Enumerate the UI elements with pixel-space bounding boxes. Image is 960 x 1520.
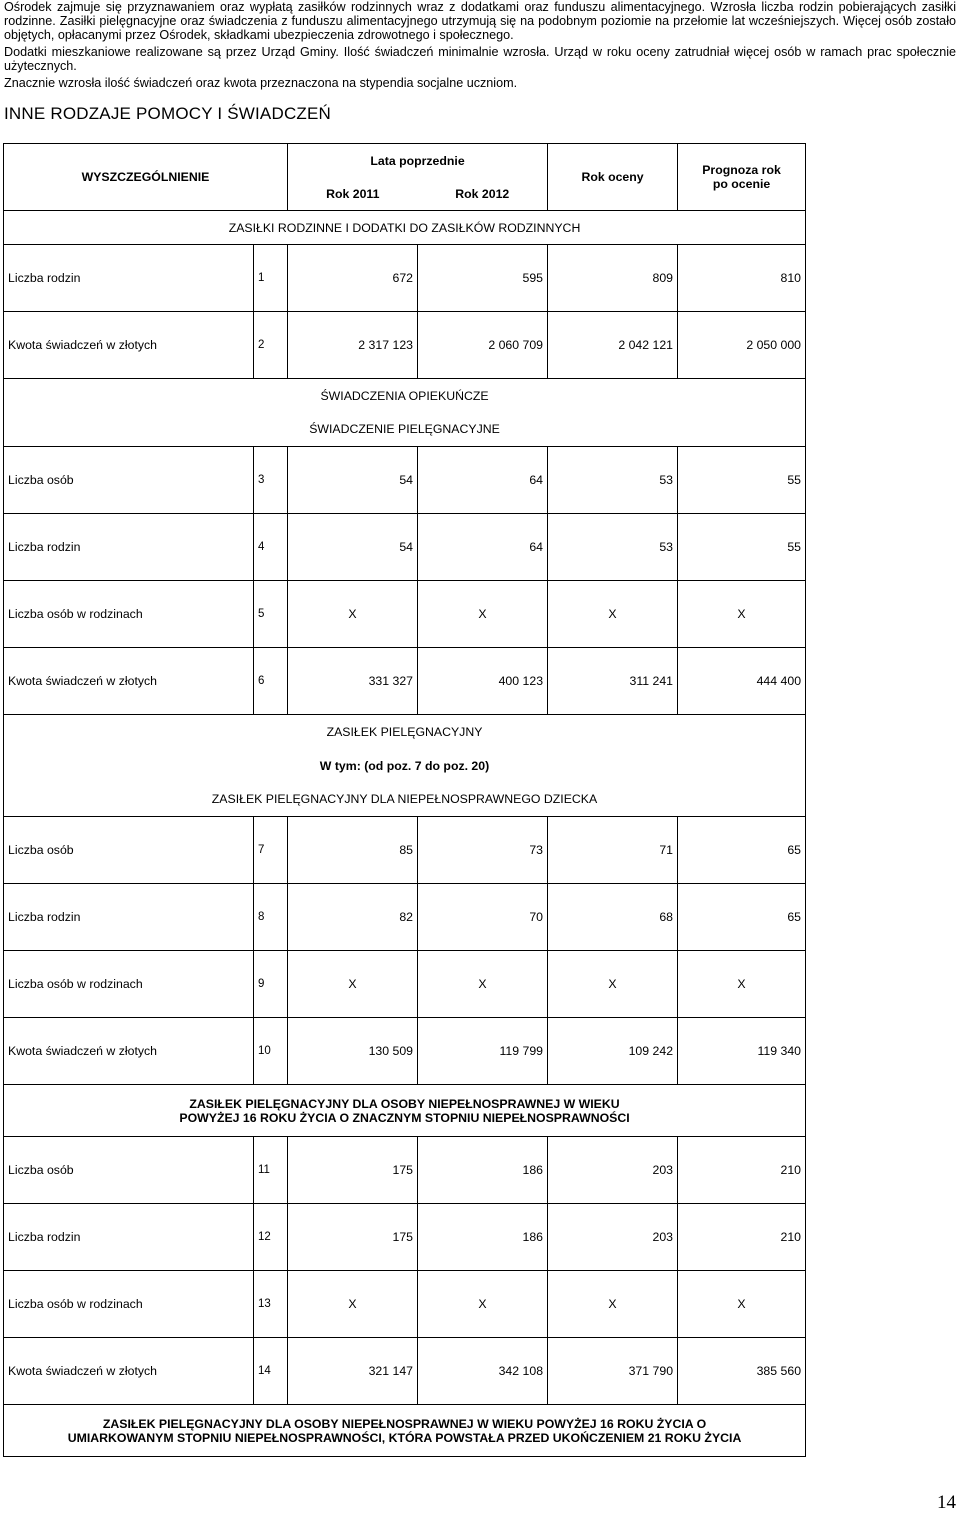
section-header: ZASIŁEK PIELĘGNACYJNY [4, 715, 806, 749]
row-label: Liczba osób w rodzinach [4, 1271, 254, 1338]
value-2012: X [418, 581, 548, 648]
row-label: Liczba rodzin [4, 245, 254, 312]
value-forecast: 55 [678, 447, 806, 514]
row-number: 9 [254, 951, 288, 1018]
table-row [4, 1137, 806, 1204]
intro-paragraph: Znacznie wzrosła ilość świadczeń oraz kwota przeznaczona na stypendia socjalne uczniom. [4, 76, 518, 90]
value-forecast: 385 560 [678, 1338, 806, 1405]
row-number: 2 [254, 312, 288, 379]
table-row [4, 581, 806, 648]
table-row [4, 312, 806, 379]
table-row [4, 648, 806, 715]
row-label: Liczba osób w rodzinach [4, 581, 254, 648]
value-2011: 321 147 [288, 1338, 418, 1405]
section-header: ŚWIADCZENIE PIELĘGNACYJNE [4, 413, 806, 447]
value-2011: 175 [288, 1137, 418, 1204]
row-number: 10 [254, 1018, 288, 1085]
table-row [4, 1204, 806, 1271]
section-header-line2: POWYŻEJ 16 ROKU ŻYCIA O ZNACZNYM STOPNIU NIEPEŁNOSPRAWNOŚCI [179, 1110, 630, 1125]
value-forecast: X [678, 1271, 806, 1338]
row-number: 11 [254, 1137, 288, 1204]
table-row [4, 817, 806, 884]
row-label: Liczba osób w rodzinach [4, 951, 254, 1018]
value-2011: X [288, 951, 418, 1018]
section-header-line1: ZASIŁEK PIELĘGNACYJNY DLA OSOBY NIEPEŁNOSPRAWNEJ W WIEKU POWYŻEJ 16 ROKU ŻYCIA O [102, 1416, 707, 1431]
value-2011: 85 [288, 817, 418, 884]
header-forecast [678, 144, 806, 211]
section-header: ZASIŁKI RODZINNE I DODATKI DO ZASIŁKÓW RODZINNYCH [4, 211, 806, 245]
row-label: Liczba osób [4, 817, 254, 884]
row-number: 8 [254, 884, 288, 951]
value-forecast: 119 340 [678, 1018, 806, 1085]
row-label: Kwota świadczeń w złotych [4, 1018, 254, 1085]
section-header: ZASIŁEK PIELĘGNACYJNY DLA NIEPEŁNOSPRAWNEGO DZIECKA [4, 783, 806, 817]
table-row [4, 1338, 806, 1405]
value-forecast: 210 [678, 1137, 806, 1204]
row-number: 6 [254, 648, 288, 715]
value-forecast: 444 400 [678, 648, 806, 715]
value-2012: 186 [418, 1204, 548, 1271]
value-2011: X [288, 1271, 418, 1338]
header-previous-years: Lata poprzednie [288, 144, 548, 178]
value-2012: 342 108 [418, 1338, 548, 1405]
section-header [4, 1405, 806, 1457]
section-title: INNE RODZAJE POMOCY I ŚWIADCZEŃ [4, 104, 332, 123]
value-eval: X [548, 1271, 678, 1338]
value-forecast: 55 [678, 514, 806, 581]
value-2011: 82 [288, 884, 418, 951]
value-2012: 64 [418, 447, 548, 514]
value-2011: 331 327 [288, 648, 418, 715]
row-number: 13 [254, 1271, 288, 1338]
page-number: 14 [937, 1492, 956, 1513]
value-forecast: 2 050 000 [678, 312, 806, 379]
value-forecast: 65 [678, 817, 806, 884]
table-row [4, 514, 806, 581]
value-2012: 595 [418, 245, 548, 312]
value-eval: 71 [548, 817, 678, 884]
value-2011: X [288, 581, 418, 648]
value-2012: X [418, 951, 548, 1018]
row-label: Liczba rodzin [4, 884, 254, 951]
intro-paragraph: Ośrodek zajmuje się przyznawaniem oraz wypłatą zasiłków rodzinnych wraz z dodatkami oraz funduszu alimentacyjnego. Wzrosła liczba rodzin pobierających zasiłki rodzinne. Zasiłki pielęgnacyjne oraz świadczenia z funduszu alimentacyjnego utrzymują się na podobnym poziomie na przełomie lat wcześniejszych. Więcej osób zostało objętych, opłacanymi przez Ośrodek, składkami ubezpieczenia zdrowotnego i społecznego. [4, 0, 956, 42]
header-year-2011: Rok 2011 [288, 178, 418, 211]
table-row [4, 1018, 806, 1085]
row-number: 5 [254, 581, 288, 648]
section-header: ŚWIADCZENIA OPIEKUŃCZE [4, 379, 806, 413]
header-forecast-line1: Prognoza rok [702, 163, 781, 177]
row-number: 14 [254, 1338, 288, 1405]
intro-paragraph: Dodatki mieszkaniowe realizowane są przez Urząd Gminy. Ilość świadczeń minimalnie wzrosła. Urząd w roku oceny zatrudniał więcej osób w ramach prac społecznie użytecznych. [4, 45, 956, 73]
row-label: Kwota świadczeń w złotych [4, 312, 254, 379]
row-number: 4 [254, 514, 288, 581]
value-forecast: X [678, 581, 806, 648]
section-header-line2: UMIARKOWANYM STOPNIU NIEPEŁNOSPRAWNOŚCI, KTÓRA POWSTAŁA PRZED UKOŃCZENIEM 21 ROKU ŻYCIA [67, 1430, 742, 1445]
row-number: 1 [254, 245, 288, 312]
row-label: Liczba rodzin [4, 514, 254, 581]
section-header [4, 1085, 806, 1137]
value-2012: 400 123 [418, 648, 548, 715]
value-eval: 371 790 [548, 1338, 678, 1405]
value-eval: 2 042 121 [548, 312, 678, 379]
value-2011: 54 [288, 447, 418, 514]
value-2011: 54 [288, 514, 418, 581]
row-number: 7 [254, 817, 288, 884]
header-forecast-line2: po ocenie [712, 177, 771, 191]
value-2011: 175 [288, 1204, 418, 1271]
value-eval: 311 241 [548, 648, 678, 715]
value-eval: 203 [548, 1137, 678, 1204]
value-forecast: 65 [678, 884, 806, 951]
value-eval: 53 [548, 447, 678, 514]
value-eval: X [548, 581, 678, 648]
value-forecast: 210 [678, 1204, 806, 1271]
value-eval: 109 242 [548, 1018, 678, 1085]
header-eval-year: Rok oceny [548, 144, 678, 211]
row-label: Kwota świadczeń w złotych [4, 648, 254, 715]
value-2011: 672 [288, 245, 418, 312]
value-2012: 64 [418, 514, 548, 581]
section-note: W tym: (od poz. 7 do poz. 20) [4, 749, 806, 783]
value-forecast: X [678, 951, 806, 1018]
value-eval: 203 [548, 1204, 678, 1271]
value-eval: 809 [548, 245, 678, 312]
value-2012: 73 [418, 817, 548, 884]
value-2011: 2 317 123 [288, 312, 418, 379]
row-label: Liczba osób [4, 1137, 254, 1204]
assistance-table [3, 143, 806, 1457]
value-2011: 130 509 [288, 1018, 418, 1085]
table-row [4, 447, 806, 514]
value-eval: X [548, 951, 678, 1018]
value-2012: 119 799 [418, 1018, 548, 1085]
row-label: Kwota świadczeń w złotych [4, 1338, 254, 1405]
table-row [4, 951, 806, 1018]
header-spec: WYSZCZEGÓLNIENIE [4, 144, 288, 211]
table-row [4, 884, 806, 951]
table-row [4, 1271, 806, 1338]
section-header-line1: ZASIŁEK PIELĘGNACYJNY DLA OSOBY NIEPEŁNOSPRAWNEJ W WIEKU [189, 1096, 620, 1111]
value-2012: 70 [418, 884, 548, 951]
value-2012: 2 060 709 [418, 312, 548, 379]
value-eval: 68 [548, 884, 678, 951]
value-forecast: 810 [678, 245, 806, 312]
intro-text [4, 0, 956, 93]
header-year-2012: Rok 2012 [418, 178, 548, 211]
row-number: 12 [254, 1204, 288, 1271]
value-2012: 186 [418, 1137, 548, 1204]
value-eval: 53 [548, 514, 678, 581]
row-label: Liczba rodzin [4, 1204, 254, 1271]
row-number: 3 [254, 447, 288, 514]
table-row [4, 245, 806, 312]
value-2012: X [418, 1271, 548, 1338]
row-label: Liczba osób [4, 447, 254, 514]
